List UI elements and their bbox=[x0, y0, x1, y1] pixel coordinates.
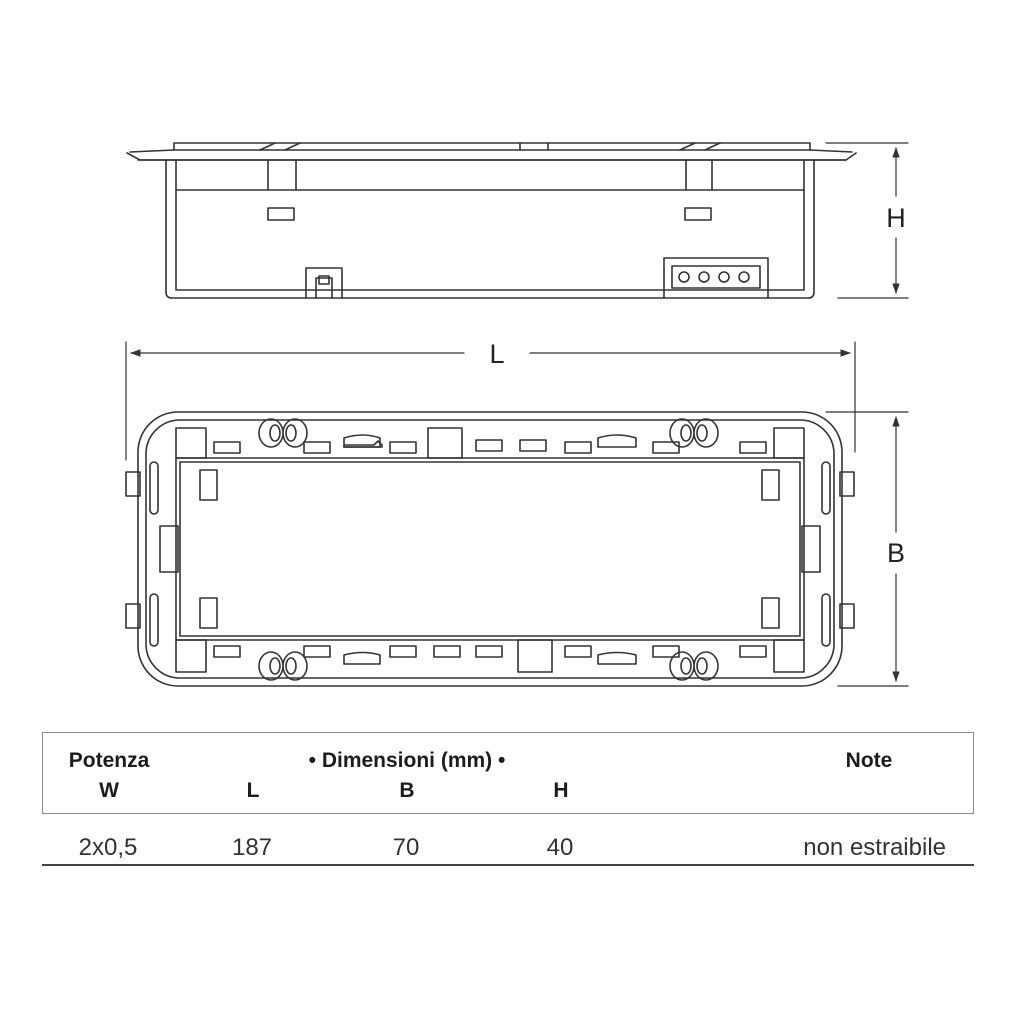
side-view bbox=[127, 143, 856, 298]
cell-note: non estraibile bbox=[803, 834, 946, 861]
header-col-l: L bbox=[246, 779, 260, 802]
cell-potenza: 2x0,5 bbox=[78, 834, 138, 861]
header-potenza: Potenza bbox=[68, 749, 150, 772]
cell-l: 187 bbox=[231, 834, 273, 861]
spec-table bbox=[42, 732, 974, 866]
cell-h: 40 bbox=[546, 834, 574, 861]
height-label: H bbox=[886, 203, 906, 233]
width-label: B bbox=[886, 538, 906, 568]
spec-table-header bbox=[42, 732, 974, 814]
bottom-slots bbox=[214, 646, 766, 664]
cell-b: 70 bbox=[392, 834, 420, 861]
header-note: Note bbox=[845, 749, 893, 772]
header-potenza-unit: W bbox=[99, 779, 119, 802]
height-dimension bbox=[826, 143, 908, 298]
width-dimension bbox=[826, 412, 908, 686]
header-col-h: H bbox=[553, 779, 569, 802]
length-label: L bbox=[489, 339, 505, 369]
header-col-b: B bbox=[399, 779, 415, 802]
top-view bbox=[126, 412, 854, 686]
spec-table-row bbox=[42, 814, 974, 866]
top-slots bbox=[214, 435, 766, 453]
header-dimensioni: • Dimensioni (mm) • bbox=[308, 749, 506, 772]
